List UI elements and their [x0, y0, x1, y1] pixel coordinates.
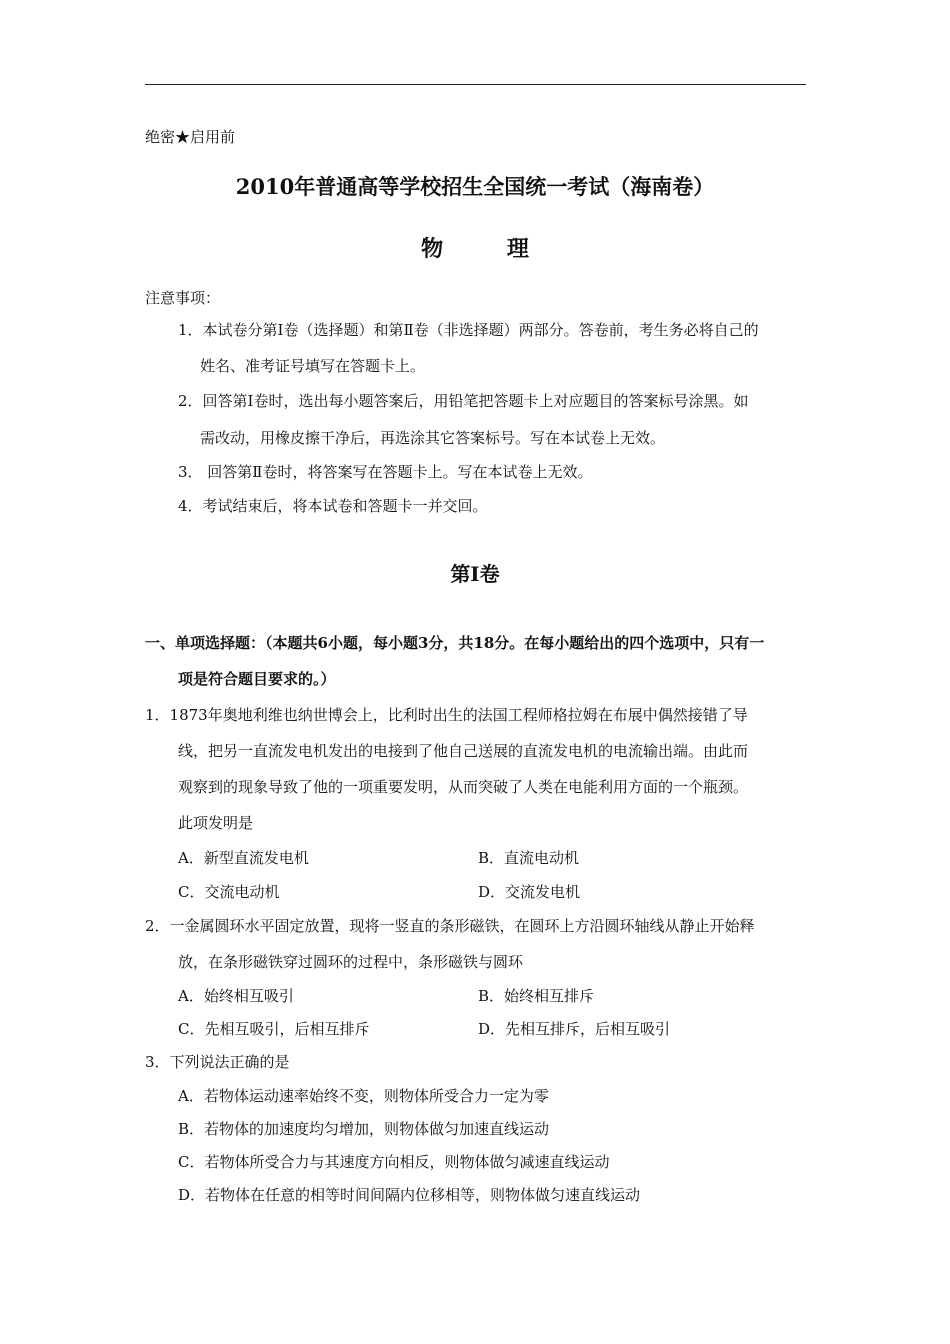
question-1-text: 此项发明是 [178, 814, 254, 832]
question-2-option-c: C．先相互吸引，后相互排斥 [178, 1020, 370, 1038]
note-item-cont: 姓名、准考证号填写在答题卡上。 [200, 357, 426, 375]
question-2-option-b: B．始终相互排斥 [478, 987, 595, 1005]
notes-title: 注意事项： [145, 289, 221, 307]
question-3-option-c: C．若物体所受合力与其速度方向相反，则物体做匀减速直线运动 [178, 1153, 610, 1171]
secret-label: 绝密★启用前 [145, 128, 236, 146]
part-heading: 一、单项选择题：（本题共6小题，每小题3分，共18分。在每小题给出的四个选项中，只有一 [145, 634, 765, 652]
question-2-text: 2．一金属圆环水平固定放置，现将一竖直的条形磁铁，在圆环上方沿圆环轴线从静止开始释 [145, 917, 755, 935]
question-1-option-a: A．新型直流发电机 [178, 849, 309, 867]
subject-title: 物 理 [421, 236, 557, 262]
question-1-option-c: C．交流电动机 [178, 883, 280, 901]
question-1-text: 线，把另一直流发电机发出的电接到了他自己送展的直流发电机的电流输出端。由此而 [178, 742, 749, 760]
question-3-option-b: B．若物体的加速度均匀增加，则物体做匀加速直线运动 [178, 1120, 550, 1138]
question-1-option-b: B．直流电动机 [478, 849, 580, 867]
part-heading-cont: 项是符合题目要求的。） [178, 670, 336, 688]
question-3-option-d: D．若物体在任意的相等时间间隔内位移相等，则物体做匀速直线运动 [178, 1186, 641, 1204]
note-item-cont: 需改动，用橡皮擦干净后，再选涂其它答案标号。写在本试卷上无效。 [200, 429, 666, 447]
question-2-option-d: D．先相互排斥，后相互吸引 [478, 1020, 671, 1038]
question-2-option-a: A．始终相互吸引 [178, 987, 294, 1005]
note-item: 3． 回答第Ⅱ卷时，将答案写在答题卡上。写在本试卷上无效。 [178, 463, 593, 481]
header-rule [145, 84, 806, 85]
question-2-text: 放，在条形磁铁穿过圆环的过程中，条形磁铁与圆环 [178, 953, 524, 971]
question-1-option-d: D．交流发电机 [478, 883, 581, 901]
question-3-option-a: A．若物体运动速率始终不变，则物体所受合力一定为零 [178, 1087, 549, 1105]
note-item: 2．回答第Ⅰ卷时，选出每小题答案后，用铅笔把答题卡上对应题目的答案标号涂黑。如 [178, 392, 749, 410]
question-1-text: 1．1873年奥地利维也纳世博会上，比利时出生的法国工程师格拉姆在布展中偶然接错了导 [145, 706, 748, 724]
exam-title: 2010年普通高等学校招生全国统一考试（海南卷） [235, 174, 715, 199]
note-item: 1．本试卷分第Ⅰ卷（选择题）和第Ⅱ卷（非选择题）两部分。答卷前，考生务必将自己的 [178, 321, 759, 339]
question-3-text: 3．下列说法正确的是 [145, 1053, 290, 1071]
section-title: 第Ⅰ卷 [450, 562, 500, 586]
note-item: 4．考试结束后，将本试卷和答题卡一并交回。 [178, 497, 488, 515]
question-1-text: 观察到的现象导致了他的一项重要发明，从而突破了人类在电能利用方面的一个瓶颈。 [178, 778, 749, 796]
